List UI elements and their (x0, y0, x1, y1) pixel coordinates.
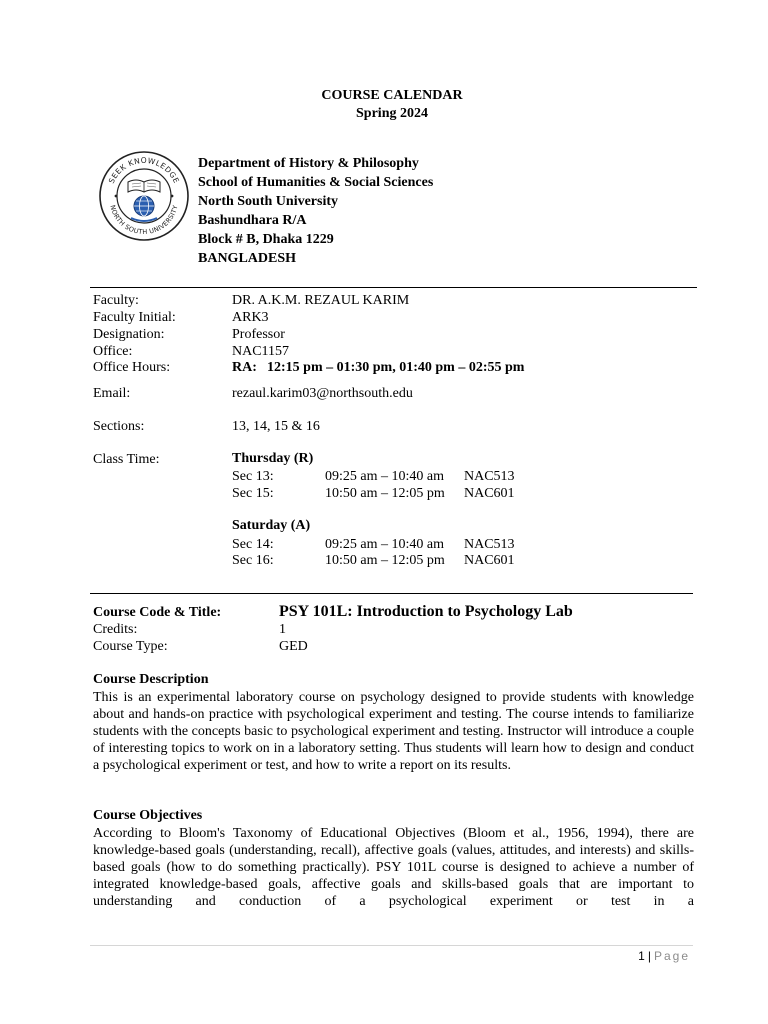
schedule-room: NAC601 (464, 486, 515, 501)
sections-label: Sections: (93, 419, 145, 434)
email-link[interactable]: rezaul.karim03@northsouth.edu (232, 386, 413, 401)
designation: Professor (232, 327, 285, 342)
divider (90, 593, 693, 594)
designation-label: Designation: (93, 327, 165, 342)
office-hours: 12:15 pm – 01:30 pm, 01:40 pm – 02:55 pm (267, 360, 525, 375)
office: NAC1157 (232, 344, 290, 359)
footer-separator: | (647, 949, 651, 963)
class-time-label: Class Time: (93, 452, 160, 467)
schedule-room: NAC513 (464, 537, 515, 552)
course-type-label: Course Type: (93, 639, 168, 654)
schedule-section: Sec 16: (232, 553, 274, 568)
schedule-time: 09:25 am – 10:40 am (325, 537, 444, 552)
page-footer (638, 949, 690, 963)
page-number: 1 (638, 949, 645, 963)
footer-divider (90, 945, 693, 946)
department-line: School of Humanities & Social Sciences (198, 175, 434, 190)
schedule-room: NAC513 (464, 469, 515, 484)
schedule-time: 09:25 am – 10:40 am (325, 469, 444, 484)
schedule-section: Sec 14: (232, 537, 274, 552)
email-label: Email: (93, 386, 131, 401)
semester-label: Spring 2024 (356, 106, 428, 121)
objectives-text: According to Bloom's Taxonomy of Educational Objectives (Bloom et al., 1956, 1994), there are knowledge-based goals (understanding, recall), affective goals (values, attitudes, and interests) and skills-based goals (how to do something practically). PSY 101L course is designed to achieve a number of integrated knowledge-based goals, affective goals and skills-based goals that are important to understanding and conduction of a psychological experiment or test in a (93, 826, 694, 909)
objectives-heading: Course Objectives (93, 808, 203, 823)
description-heading: Course Description (93, 672, 209, 687)
sections: 13, 14, 15 & 16 (232, 419, 320, 434)
divider (90, 287, 697, 288)
course-code-title: PSY 101L: Introduction to Psychology Lab (279, 603, 573, 620)
page-word: Page (653, 949, 690, 963)
description-text: This is an experimental laboratory course on psychology designed to provide students with knowledge about and hands-on practice with psychological experiment and testing. The course intends to familiarize students with the concepts basic to psychological experiment and testing. Instructor will introduce a couple of interesting topics to work on in a laboratory setting. Thus students will learn how to design and conduct a psychological experiment or test, and how to write a report on its results. (93, 690, 694, 773)
schedule-day: Thursday (R) (232, 451, 314, 466)
faculty-initial-label: Faculty Initial: (93, 310, 176, 325)
department-line: BANGLADESH (198, 251, 297, 266)
department-line: Department of History & Philosophy (198, 156, 419, 171)
faculty-label: Faculty: (93, 293, 139, 308)
department-line: Bashundhara R/A (198, 213, 307, 228)
university-seal (98, 150, 190, 242)
office-hours-label: Office Hours: (93, 360, 171, 375)
office-label: Office: (93, 344, 133, 359)
credits-label: Credits: (93, 622, 138, 637)
department-line: Block # B, Dhaka 1229 (198, 232, 334, 247)
university-seal-icon (98, 150, 190, 242)
department-address (198, 154, 433, 268)
office-hours-prefix: RA: (232, 360, 257, 375)
document-title: COURSE CALENDAR (321, 88, 463, 103)
faculty-initial: ARK3 (232, 310, 269, 325)
course-type: GED (279, 639, 308, 654)
schedule-day: Saturday (A) (232, 518, 311, 533)
course-code-label: Course Code & Title: (93, 605, 222, 620)
credits: 1 (279, 622, 286, 637)
schedule-time: 10:50 am – 12:05 pm (325, 486, 445, 501)
schedule-section: Sec 13: (232, 469, 274, 484)
schedule-time: 10:50 am – 12:05 pm (325, 553, 445, 568)
faculty-name: DR. A.K.M. REZAUL KARIM (232, 293, 410, 308)
svg-text:NORTH SOUTH UNIVERSITY: NORTH SOUTH UNIVERSITY (108, 204, 180, 237)
schedule-section: Sec 15: (232, 486, 274, 501)
department-line: North South University (198, 194, 339, 209)
svg-text:SEEK KNOWLEDGE: SEEK KNOWLEDGE (106, 155, 182, 185)
schedule-room: NAC601 (464, 553, 515, 568)
